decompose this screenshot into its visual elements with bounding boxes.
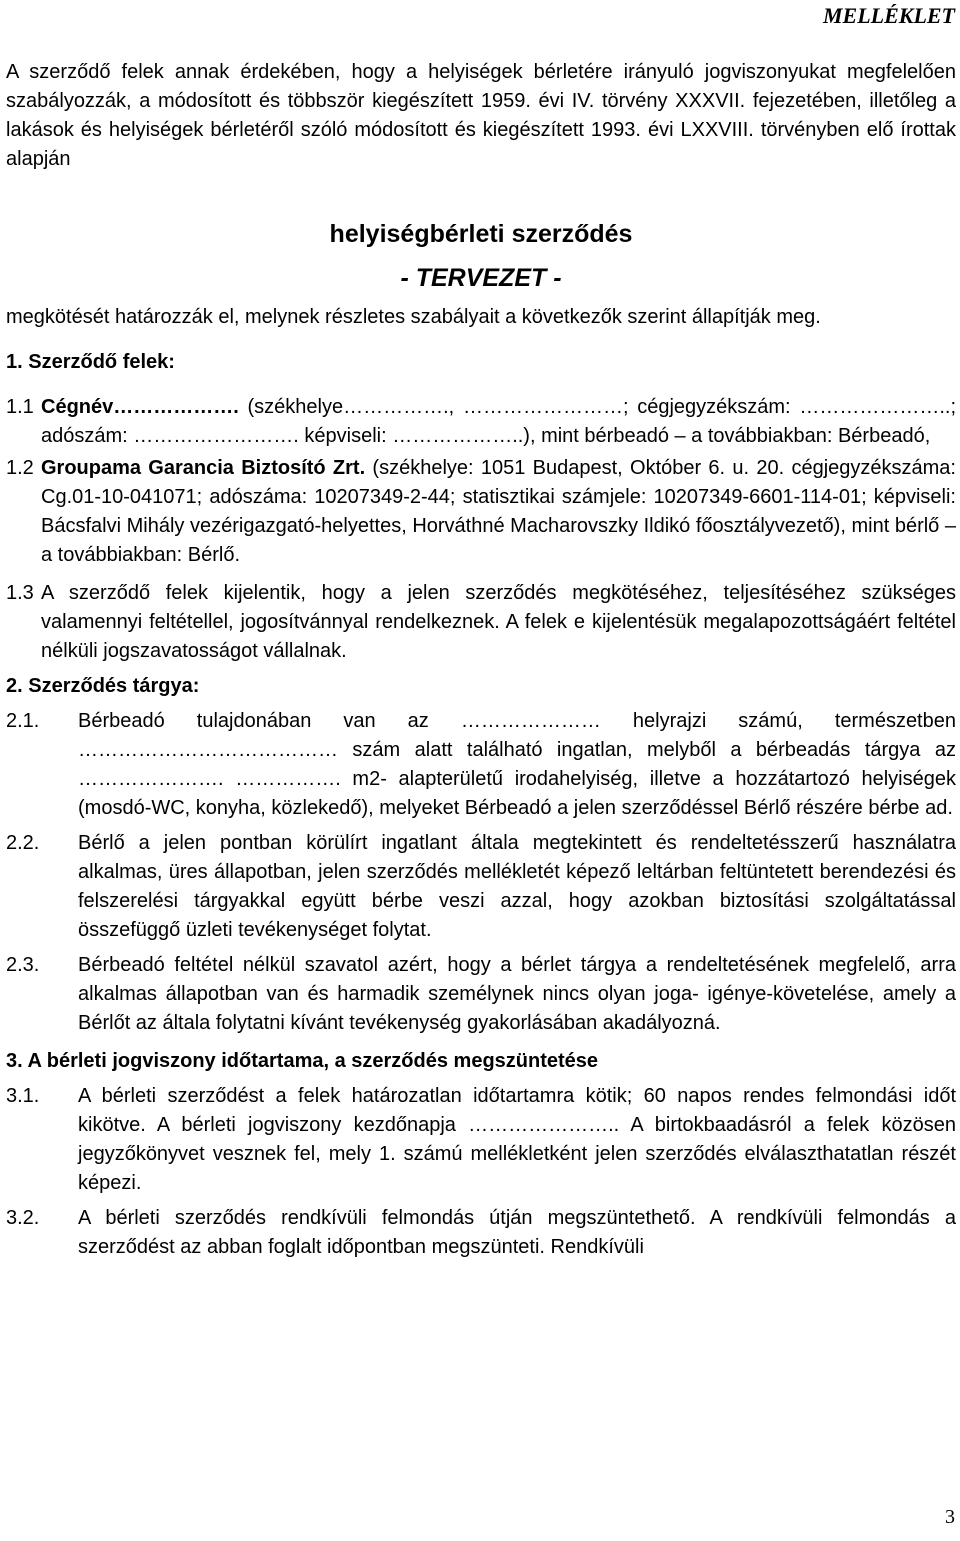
clause-body: (székhelye……………., ……………………; cégjegyzékszám: …………………..; adószám: ……………………. képviseli: ………………..), mint bérbeadó – a továbbiakban: Bérbeadó,	[41, 396, 956, 447]
clause-text: A szerződő felek kijelentik, hogy a jelen szerződés megkötéséhez, teljesítéséhez szükséges valamennyi feltétellel, jogosítvánnyal rendelkeznek. A felek e kijelentésük megalapozottságáért feltétel nélküli jogszavatosságot vállalnak.	[41, 582, 956, 662]
intro-paragraph: A szerződő felek annak érdekében, hogy a helyiségek bérletére irányuló jogviszonyukat megfelelően szabályozzák, a módosított és többször kiegészített 1959. évi IV. törvény XXXVII. fejezetében, illetőleg a lakások és helyiségek bérletéről szóló módosított és kiegészített 1993. évi LXXVIII. törvényben elő írottak alapján	[6, 61, 956, 170]
clause-number: 3.1.	[6, 1085, 40, 1107]
section-heading-2: 2. Szerződés tárgya:	[6, 675, 200, 697]
clause-body: (székhelye: 1051 Budapest, Október 6. u. 20. cégjegyzékszáma: Cg.01-10-041071; adószáma: 10207349-2-44; statisztikai számjele: 10207349-6601-114-01; képviseli: Bácsfalvi Mihály vezérigazgató-helyettes, Horváthné Macharovszky Ildikó főosztályvezető), mint bérlő – a továbbiakban: Bérlő.	[41, 457, 956, 566]
document-body	[6, 58, 956, 1268]
clause-number: 2.2.	[6, 832, 40, 854]
clause-text: Bérlő a jelen pontban körülírt ingatlant általa megtekintett és rendeltetésszerű használatra alkalmas, üres állapotban, jelen szerződés mellékletét képező leltárban feltüntetett berendezési és felszerelési tárgyakkal együtt bérbe veszi azzal, hogy azokban biztosítási szolgáltatással összefüggő üzleti tevékenységet folytat.	[78, 832, 956, 941]
clause-number: 2.1.	[6, 710, 40, 732]
clause-3-2	[6, 1204, 956, 1262]
company-name-placeholder: Cégnév……………….	[41, 396, 239, 418]
clause-2-3	[6, 951, 956, 1038]
annex-label: MELLÉKLET	[822, 3, 955, 28]
page-number: 3	[945, 1506, 955, 1528]
clause-2-1	[6, 707, 956, 823]
section-heading-3: 3. A bérleti jogviszony időtartama, a szerződés megszüntetése	[6, 1050, 599, 1072]
document-title: helyiségbérleti szerződés	[329, 220, 633, 248]
clause-number: 1.1	[6, 396, 34, 418]
clause-text: A bérleti szerződés rendkívüli felmondás útján megszüntethető. A rendkívüli felmondás a szerződést az abban foglalt időpontban megszünteti. Rendkívüli	[78, 1207, 956, 1258]
clause-number: 1.3	[6, 582, 34, 604]
clause-text	[41, 454, 956, 570]
clause-number: 3.2.	[6, 1207, 40, 1229]
clause-1-2	[6, 454, 956, 570]
clause-number: 2.3.	[6, 954, 40, 976]
clause-number: 1.2	[6, 457, 34, 479]
tenant-name: Groupama Garancia Biztosító Zrt.	[41, 457, 366, 479]
clause-text: Bérbeadó feltétel nélkül szavatol azért, hogy a bérlet tárgya a rendeltetésének megfelelő, arra alkalmas állapotban van és harmadik személynek nincs olyan joga- igénye-követelése, amely a Bérlőt az általa folytatni kívánt tevékenység gyakorlásában akadályozná.	[78, 954, 956, 1034]
clause-text	[41, 393, 956, 451]
section-heading-1: 1. Szerződő felek:	[6, 351, 175, 373]
conclusion-paragraph: megkötését határozzák el, melynek részletes szabályait a következők szerint állapítják meg.	[6, 306, 821, 328]
clause-2-2	[6, 829, 956, 945]
clause-text: A bérleti szerződést a felek határozatlan időtartamra kötik; 60 napos rendes felmondási időt kikötve. A bérleti jogviszony kezdőnapja ………………….. A birtokbaadásról a felek közösen jegyzőkönyvet vesznek fel, mely 1. számú mellékletként jelen szerződés elválaszthatatlan részét képezi.	[78, 1085, 956, 1194]
clause-3-1	[6, 1082, 956, 1198]
clause-1-3	[6, 579, 956, 666]
clause-text: Bérbeadó tulajdonában van az ………………… helyrajzi számú, természetben ………………………………… szám alatt található ingatlan, melyből a bérbeadás tárgya az …………………. ……………. m2- alapterületű irodahelyiség, illetve a hozzátartozó helyiségek (mosdó-WC, konyha, közlekedő), melyeket Bérbeadó a jelen szerződéssel Bérlő részére bérbe ad.	[78, 710, 956, 819]
clause-1-1	[6, 393, 956, 451]
document-subtitle: - TERVEZET -	[400, 264, 562, 292]
